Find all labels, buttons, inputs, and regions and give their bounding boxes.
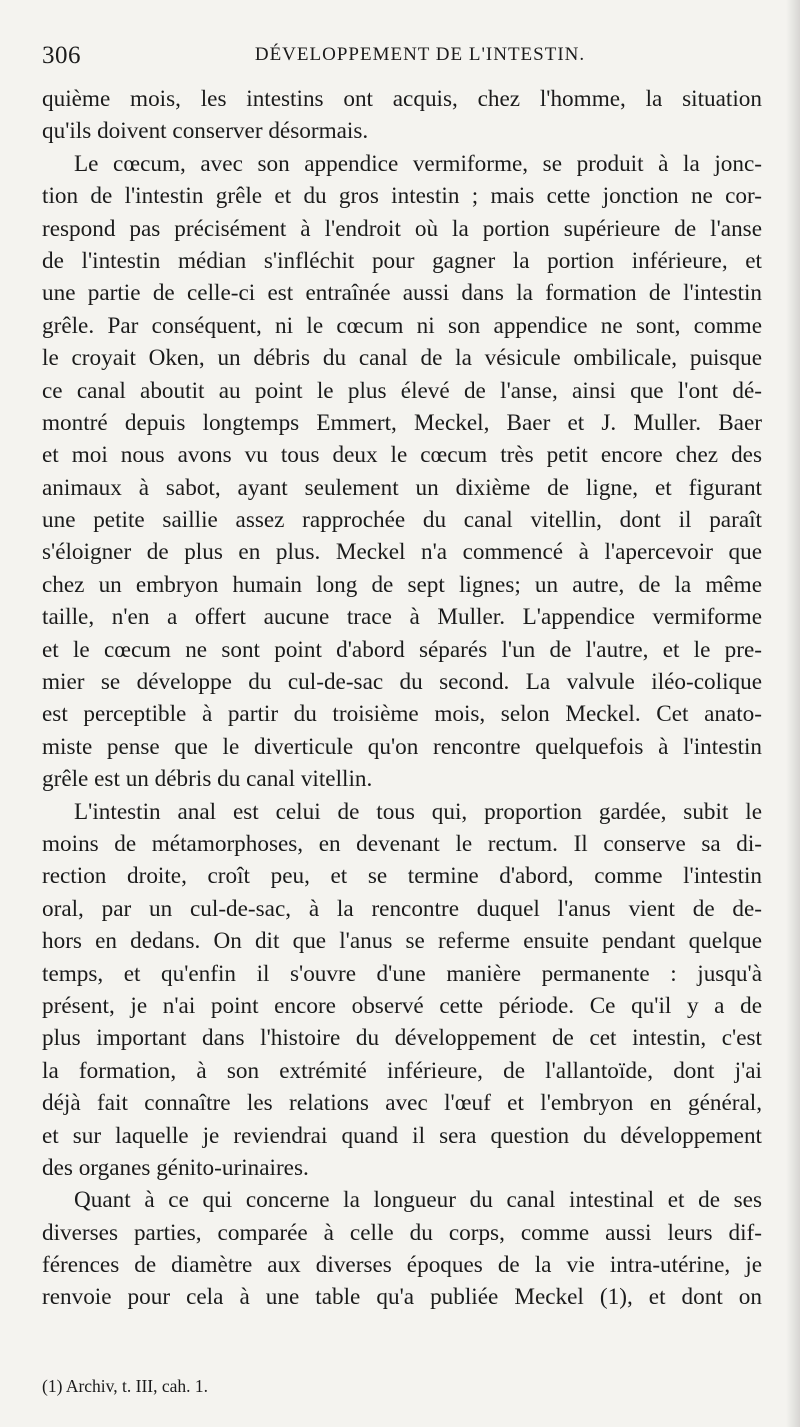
text-line: la formation, à son extrémité inférieure, de l'allantoïde, dont j'ai <box>42 1057 762 1084</box>
text-line: temps, et qu'enfin il s'ouvre d'une manière permanente : jusqu'à <box>42 960 762 987</box>
text-line: mier se développe du cul-de-sac du second. La valvule iléo-colique <box>42 669 762 696</box>
text-line: taille, n'en a offert aucune trace à Muller. L'appendice vermiforme <box>42 604 762 631</box>
text-line: présent, je n'ai point encore observé cette période. Ce qu'il y a de <box>42 992 762 1019</box>
text-line: grêle est un débris du canal vitellin. <box>42 766 373 793</box>
page-header <box>40 40 760 76</box>
text-line: déjà fait connaître les relations avec l'œuf et l'embryon en général, <box>42 1090 762 1117</box>
text-line: rection droite, croît peu, et se termine d'abord, comme l'intestin <box>42 863 762 890</box>
text-line: des organes génito-urinaires. <box>42 1154 309 1181</box>
body-text <box>42 83 762 1314</box>
text-line: férences de diamètre aux diverses époques de la vie intra-utérine, je <box>42 1252 762 1279</box>
text-line: moins de métamorphoses, en devenant le rectum. Il conserve sa di- <box>42 830 762 857</box>
text-line: Le cœcum, avec son appendice vermiforme, se produit à la jonc- <box>74 150 762 177</box>
text-line: de l'intestin médian s'infléchit pour gagner la portion inférieure, et <box>42 247 762 274</box>
running-head: DÉVELOPPEMENT DE L'INTESTIN. <box>254 44 586 65</box>
text-line: quième mois, les intestins ont acquis, chez l'homme, la situation <box>42 86 762 112</box>
text-line: et le cœcum ne sont point d'abord séparés l'un de l'autre, et le pre- <box>42 636 762 663</box>
text-line: montré depuis longtemps Emmert, Meckel, Baer et J. Muller. Baer <box>42 409 762 436</box>
text-line: animaux à sabot, ayant seulement un dixième de ligne, et figurant <box>42 474 762 501</box>
text-line: respond pas précisément à l'endroit où la portion supérieure de l'anse <box>42 215 762 242</box>
text-line: Quant à ce qui concerne la longueur du canal intestinal et de ses <box>74 1187 762 1214</box>
text-line: et moi nous avons vu tous deux le cœcum très petit encore chez des <box>42 442 762 469</box>
text-line: renvoie pour cela à une table qu'a publiée Meckel (1), et dont on <box>42 1284 762 1311</box>
text-line: chez un embryon humain long de sept lignes; un autre, de la même <box>42 571 762 598</box>
text-line: diverses parties, comparée à celle du corps, comme aussi leurs dif- <box>42 1219 762 1246</box>
text-line: L'intestin anal est celui de tous qui, proportion gardée, subit le <box>74 798 762 825</box>
text-line: grêle. Par conséquent, ni le cœcum ni son appendice ne sont, comme <box>42 312 762 339</box>
page-edge-shadow <box>786 0 800 1427</box>
text-line: oral, par un cul-de-sac, à la rencontre duquel l'anus vient de de- <box>42 895 762 922</box>
footnote: (1) Archiv, t. III, cah. 1. <box>42 1376 209 1396</box>
text-line: est perceptible à partir du troisième mois, selon Meckel. Cet anato- <box>42 701 762 728</box>
text-line: hors en dedans. On dit que l'anus se referme ensuite pendant quelque <box>42 928 762 955</box>
text-line: le croyait Oken, un débris du canal de la vésicule ombilicale, puisque <box>42 345 762 372</box>
text-line: qu'ils doivent conserver désormais. <box>42 118 369 145</box>
text-line: plus important dans l'histoire du développement de cet intestin, c'est <box>42 1025 762 1052</box>
text-line: tion de l'intestin grêle et du gros intestin ; mais cette jonction ne cor- <box>42 183 762 210</box>
text-line: miste pense que le diverticule qu'on rencontre quelquefois à l'intestin <box>42 733 762 760</box>
text-line: ce canal aboutit au point le plus élevé de l'anse, ainsi que l'ont dé- <box>42 377 762 404</box>
text-line: une partie de celle-ci est entraînée aussi dans la formation de l'intestin <box>42 280 762 307</box>
text-line: une petite saillie assez rapprochée du canal vitellin, dont il paraît <box>42 507 762 534</box>
text-line: et sur laquelle je reviendrai quand il sera question du développement <box>42 1122 762 1149</box>
page-number: 306 <box>42 42 81 69</box>
text-line: s'éloigner de plus en plus. Meckel n'a commencé à l'apercevoir que <box>42 539 762 566</box>
